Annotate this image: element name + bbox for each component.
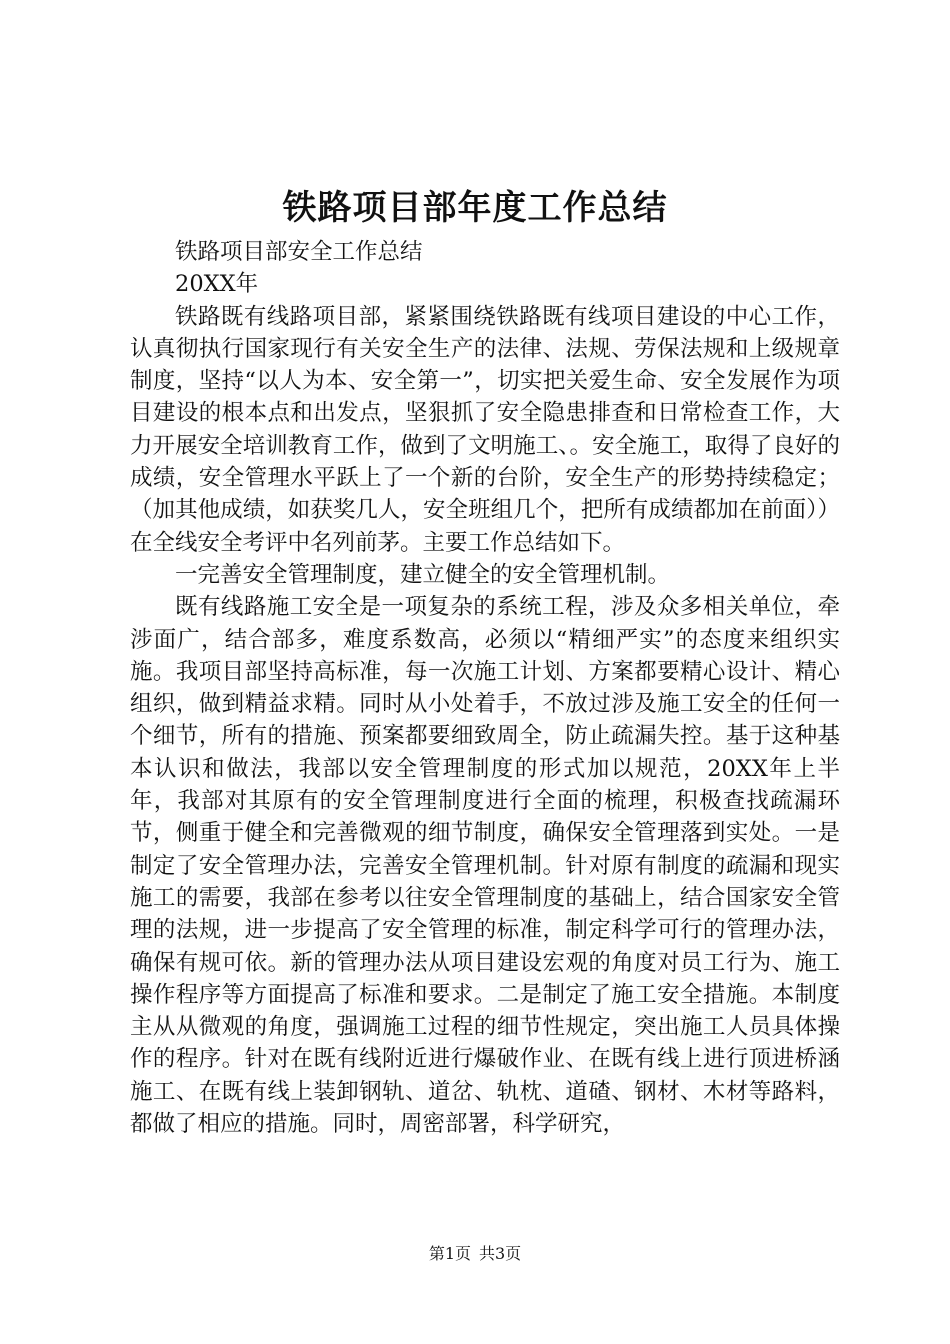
document-title: 铁路项目部年度工作总结 (282, 188, 668, 228)
paragraph-intro: 铁路既有线路项目部，紧紧围绕铁路既有线项目建设的中心工作，认真彻执行国家现行有关安全生产的法律、法规、劳保法规和上级规章制度，坚持“以人为本、安全第一”，切实把关爱生命、安全发展作为项目建设的根本点和出发点，坚狠抓了安全隐患排查和日常检查工作，大力开展安全培训教育工作，做到了文明施工、。安全施工，取得了良好的成绩，安全管理水平跃上了一个新的台阶，安全生产的形势持续稳定；（加其他成绩，如获奖几人，安全班组几个，把所有成绩都加在前面））在全线安全考评中名列前茅。主要工作总结如下。 (130, 303, 840, 556)
document-year: 20XX年 (175, 271, 259, 298)
paragraph-section-1: 既有线路施工安全是一项复杂的系统工程，涉及众多相关单位，牵涉面广，结合部多，难度系数高，必须以“精细严实”的态度来组织实施。我项目部坚持高标准，每一次施工计划、方案都要精心设计、精心组织，做到精益求精。同时从小处着手，不放过涉及施工安全的任何一个细节，所有的措施、预案都要细致周全，防止疏漏失控。基于这种基本认识和做法，我部以安全管理制度的形式加以规范，20XX年上半年，我部对其原有的安全管理制度进行全面的梳理，积极查找疏漏环节，侧重于健全和完善微观的细节制度，确保安全管理落到实处。一是制定了安全管理办法，完善安全管理机制。针对原有制度的疏漏和现实施工的需要，我部在参考以往安全管理制度的基础上，结合国家安全管理的法规，进一步提高了安全管理的标准，制定科学可行的管理办法，确保有规可依。新的管理办法从项目建设宏观的角度对员工行为、施工操作程序等方面提高了标准和要求。二是制定了施工安全措施。本制度主从从微观的角度，强调施工过程的细节性规定，突出施工人员具体操作的程序。针对在既有线附近进行爆破作业、在既有线上进行顶进桥涵施工、在既有线上装卸钢轨、道岔、轨枕、道碴、钢材、木材等路料，都做了相应的措施。同时，周密部署，科学研究， (130, 594, 840, 1138)
document-subtitle: 铁路项目部安全工作总结 (175, 239, 423, 265)
page-footer (0, 1243, 950, 1265)
page-total: 共3页 (479, 1244, 522, 1263)
document-body (130, 236, 840, 1140)
section-heading-1: 一完善安全管理制度，建立健全的安全管理机制。 (175, 561, 671, 588)
page-number: 第1页 (428, 1244, 471, 1263)
